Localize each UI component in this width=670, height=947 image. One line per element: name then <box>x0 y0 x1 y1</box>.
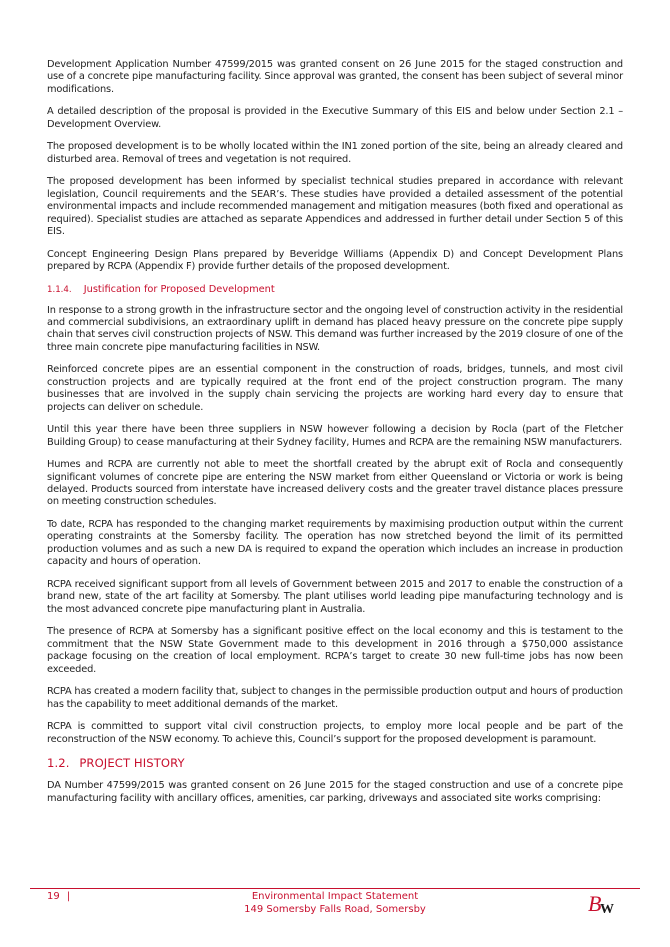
project-history-heading-title: PROJECT HISTORY <box>79 756 185 771</box>
footer-document-info <box>150 891 520 916</box>
justification-heading <box>47 284 623 296</box>
footer-page-number <box>47 891 70 902</box>
justification-paragraph-6: RCPA received significant support from all levels of Government between 2015 and 2017 to enable the construction of a brand new, state of the art facility at Somersby. The plant utilises world leading pipe manufacturing technology and is the most advanced concrete pipe manufacturing plant in Australia. <box>47 578 623 615</box>
justification-paragraph-7: The presence of RCPA at Somersby has a significant positive effect on the local economy and this is testament to the commitment that the NSW State Government made to this development in 2016 through a $750,000 assistance package focusing on the creation of local employment. RCPA’s target to create 30 new full-time jobs has now been exceeded. <box>47 626 623 675</box>
svg-text:W: W <box>600 902 614 917</box>
footer-divider <box>30 888 640 889</box>
justification-paragraph-4: Humes and RCPA are currently not able to meet the shortfall created by the abrupt exit of Rocla and consequently significant volumes of concrete pipe are entering the NSW market from either Queensland or Victoria or work is being delayed. Products sourced from interstate have increased delivery costs and the greater travel distance places pressure on meeting construction schedules. <box>47 459 623 508</box>
intro-paragraph-3: The proposed development is to be wholly located within the IN1 zoned portion of the site, being an already cleared and disturbed area. Removal of trees and vegetation is not required. <box>47 141 623 165</box>
project-history-heading <box>47 756 623 770</box>
page-content <box>47 59 623 815</box>
intro-paragraph-4: The proposed development has been informed by specialist technical studies prepared in accordance with relevant legislation, Council requirements and the SEAR’s. These studies have provided a detailed assessment of the potential environmental impacts and include recommended management and mitigation measures (both fixed and operational as required). Specialist studies are attached as separate Appendices and addressed in further detail under Section 5 of this EIS. <box>47 176 623 238</box>
justification-paragraph-3: Until this year there have been three suppliers in NSW however following a decision by Rocla (part of the Fletcher Building Group) to cease manufacturing at their Sydney facility, Humes and RCPA are the remaining NSW manufacturers. <box>47 424 623 448</box>
justification-paragraph-8: RCPA has created a modern facility that, subject to changes in the permissible production output and hours of production has the capability to meet additional demands of the market. <box>47 686 623 710</box>
justification-heading-number: 1.1.4. <box>47 284 72 295</box>
footer-address: 149 Somersby Falls Road, Somersby <box>244 903 426 915</box>
project-history-heading-number: 1.2. <box>47 756 70 771</box>
justification-paragraph-5: To date, RCPA has responded to the changing market requirements by maximising production output within the current operating constraints at the Somersby facility. The operation has now stretched beyond the limit of its permitted production volumes and as such a new DA is required to expand the operation which includes an increase in production capacity and hours of operation. <box>47 519 623 568</box>
justification-paragraph-1: In response to a strong growth in the infrastructure sector and the ongoing level of construction activity in the residential and commercial subdivisions, an extraordinary uplift in demand has placed heavy pressure on the concrete pipe supply chain that serves civil construction projects of NSW. This demand was further increased by the 2019 closure of one of the three main concrete pipe manufacturing facilities in NSW. <box>47 304 623 353</box>
svg-text:B: B <box>588 891 602 916</box>
justification-heading-title: Justification for Proposed Development <box>83 283 275 295</box>
intro-paragraph-2: A detailed description of the proposal is provided in the Executive Summary of this EIS and below under Section 2.1 – Development Overview. <box>47 106 623 130</box>
footer-document-title: Environmental Impact Statement <box>251 891 419 902</box>
intro-paragraph-1: Development Application Number 47599/2015 was granted consent on 26 June 2015 for the staged construction and use of a concrete pipe manufacturing facility. Since approval was granted, the consent has been subject of several minor modifications. <box>47 59 623 95</box>
project-history-paragraph-1: DA Number 47599/2015 was granted consent on 26 June 2015 for the staged construction and use of a concrete pipe manufacturing facility with ancillary offices, amenities, car parking, driveways and associated site works comprising: <box>47 780 623 804</box>
intro-paragraph-5: Concept Engineering Design Plans prepared by Beveridge Williams (Appendix D) and Concept Development Plans prepared by RCPA (Appendix F) provide further details of the proposed development. <box>47 248 623 273</box>
justification-paragraph-2: Reinforced concrete pipes are an essential component in the construction of roads, bridges, tunnels, and most civil construction projects and are typically required at the front end of the project construction program. The many businesses that are involved in the supply chain servicing the projects are working hard every day to ensure that projects can deliver on schedule. <box>47 364 623 413</box>
bw-logo-icon <box>587 890 617 918</box>
page-number: 19 <box>47 891 60 902</box>
page-number-separator: | <box>66 891 71 902</box>
justification-paragraph-9: RCPA is committed to support vital civil construction projects, to employ more local people and be part of the reconstruction of the NSW economy. To achieve this, Council’s support for the proposed development is paramount. <box>47 721 623 745</box>
